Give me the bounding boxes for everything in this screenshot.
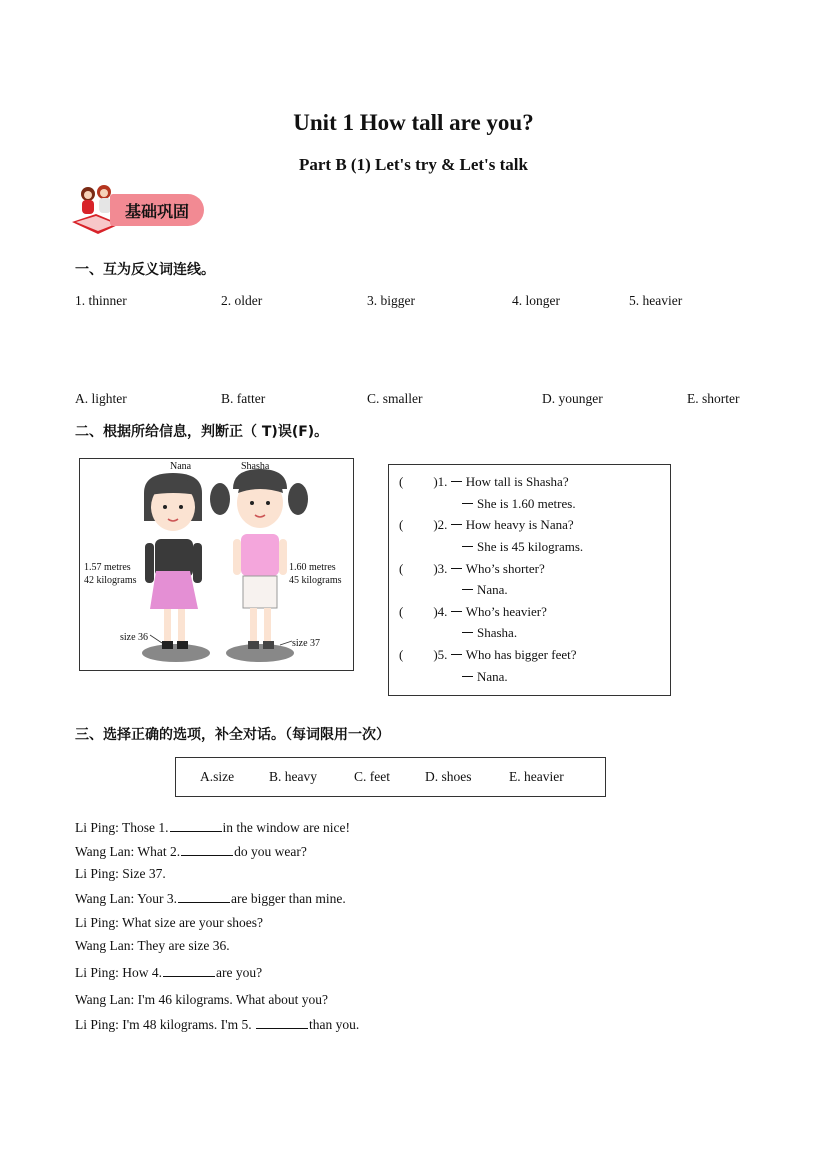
page-title: Unit 1 How tall are you? [293,110,534,135]
dialogue-line: Wang Lan: They are size 36. [75,938,230,953]
option-item: B. heavy [269,769,317,784]
question-row: ( )4. Who’s heavier? [399,604,547,619]
match-top-item: 3. bigger [367,293,415,308]
match-bottom-item: D. younger [542,391,603,406]
girls-picture [79,458,354,671]
answer-row: Nana. [462,582,508,598]
dialogue-line: Wang Lan: What 2. do you wear? [75,844,307,859]
answer-row: She is 45 kilograms. [462,539,583,555]
dialogue-line: Wang Lan: Your 3. are bigger than mine. [75,891,346,906]
answer-row: She is 1.60 metres. [462,496,576,512]
option-item: C. feet [354,769,390,784]
answer-blank[interactable] [178,890,230,903]
nana-label: Nana [170,461,192,472]
match-bottom-item: E. shorter [687,391,740,406]
nana-weight: 42 kilograms [84,575,137,586]
answer-blank[interactable] [163,964,215,977]
section1-heading: 一、互为反义词连线。 [75,262,215,278]
dialogue-line: Li Ping: How 4. are you? [75,965,263,980]
dialogue-line: Li Ping: Those 1. in the window are nice! [75,820,350,835]
page-subtitle: Part B (1) Let's try & Let's talk [299,155,528,174]
question-row: ( )2. How heavy is Nana? [399,517,574,532]
answer-row: Nana. [462,669,508,685]
shasha-label: Shasha [241,461,270,472]
answer-blank[interactable] [256,1016,308,1029]
question-row: ( )5. Who has bigger feet? [399,647,577,662]
option-item: E. heavier [509,769,564,784]
answer-blank[interactable] [170,819,222,832]
match-top-item: 1. thinner [75,293,127,308]
nana-size: size 36 [120,632,149,643]
shasha-size: size 37 [292,638,321,649]
answer-row: Shasha. [462,625,517,641]
match-top-item: 5. heavier [629,293,683,308]
dialogue-line: Li Ping: I'm 48 kilograms. I'm 5. than you. [75,1017,360,1032]
dialogue-line: Li Ping: Size 37. [75,866,166,881]
options-box [175,757,606,797]
option-item: A.size [200,769,235,784]
match-bottom-item: A. lighter [75,391,127,406]
question-row: ( )3. Who’s shorter? [399,561,545,576]
shasha-height: 1.60 metres [289,562,336,573]
question-row: ( )1. How tall is Shasha? [399,474,569,489]
shasha-weight: 45 kilograms [289,575,342,586]
basic-consolidation-badge: 基础巩固 [110,194,204,226]
answer-blank[interactable] [181,843,233,856]
dialogue-line: Li Ping: What size are your shoes? [75,915,263,930]
dialogue-line: Wang Lan: I'm 46 kilograms. What about you? [75,992,329,1007]
match-top-item: 2. older [221,293,263,308]
match-bottom-item: C. smaller [367,391,423,406]
true-false-questions [388,464,671,696]
option-item: D. shoes [425,769,472,784]
match-bottom-item: B. fatter [221,391,266,406]
section3-heading: 三、选择正确的选项，补全对话。（每词限用一次） [75,727,390,743]
match-top-item: 4. longer [512,293,560,308]
nana-height: 1.57 metres [84,562,131,573]
section2-heading: 二、根据所给信息，判断正（ T)误(F)。 [75,424,329,440]
